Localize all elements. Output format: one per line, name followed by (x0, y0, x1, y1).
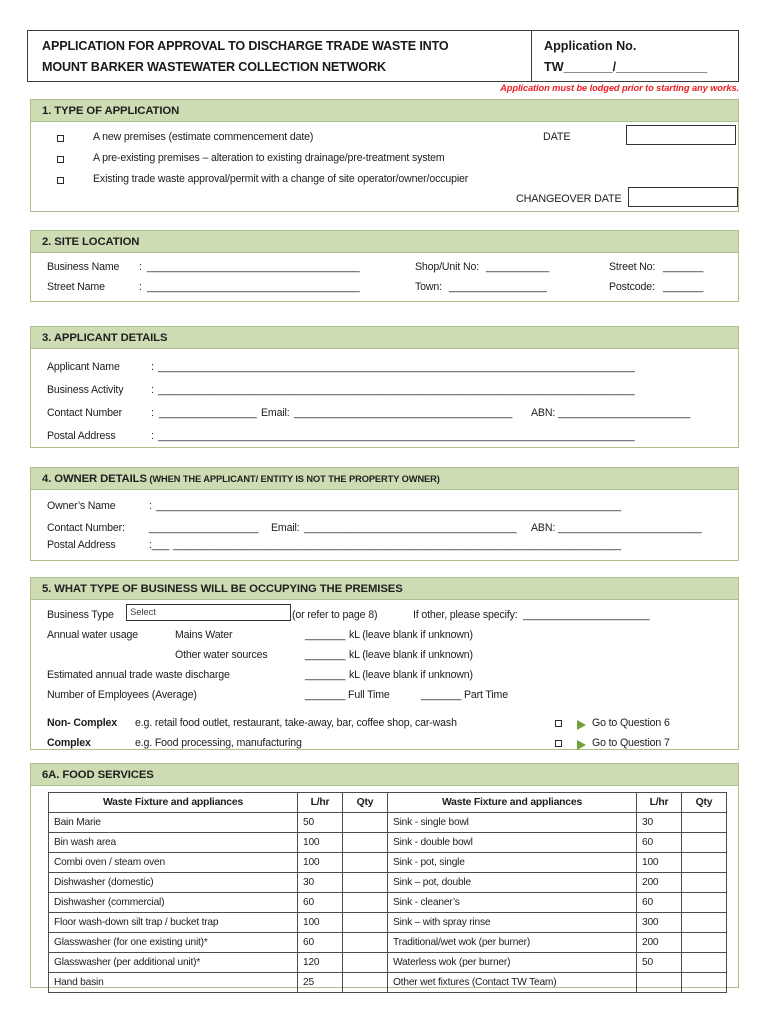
other-water-input[interactable]: _______ (305, 649, 346, 661)
section6-heading: 6A. FOOD SERVICES (31, 764, 738, 786)
discharge-input[interactable]: _______ (305, 669, 346, 681)
play-arrow-icon-complex (577, 740, 586, 750)
part-time-input[interactable]: _______ (421, 689, 462, 701)
owner-name-sep: : (149, 500, 152, 512)
section1-heading: 1. TYPE OF APPLICATION (31, 100, 738, 122)
street-name-input[interactable]: _____________________________________ (147, 281, 360, 293)
fixture-name: Glasswasher (per additional unit)* (49, 953, 298, 973)
fixture-name: Waterless wok (per burner) (388, 953, 637, 973)
form-title-line1: APPLICATION FOR APPROVAL TO DISCHARGE TRADE WASTE INTO (42, 39, 449, 53)
if-other-input[interactable]: ______________________ (523, 609, 650, 621)
owner-name-label: Owner’s Name (47, 500, 116, 512)
section4-heading (31, 468, 738, 490)
goto-question-7-link[interactable]: Go to Question 7 (592, 737, 670, 749)
section-type-of-application (30, 99, 739, 212)
section4-body (31, 490, 738, 561)
street-no-label: Street No: (609, 261, 656, 273)
fixture-lhr: 100 (298, 913, 343, 933)
section6-body (31, 786, 738, 988)
business-type-select[interactable]: Select (126, 604, 291, 621)
email-label: Email: (261, 407, 290, 419)
full-time-input[interactable]: _______ (305, 689, 346, 701)
if-other-label: If other, please specify: (413, 609, 518, 621)
table-row (49, 973, 727, 993)
fixture-lhr: 50 (298, 813, 343, 833)
discharge-unit-note: kL (leave blank if unknown) (349, 669, 473, 681)
lodgement-warning: Application must be lodged prior to starting any works. (500, 83, 739, 93)
business-name-input[interactable]: _____________________________________ (147, 261, 360, 273)
business-activity-label: Business Activity (47, 384, 124, 396)
fixture-name: Traditional/wet wok (per burner) (388, 933, 637, 953)
table-body (49, 813, 727, 993)
complex-examples: e.g. Food processing, manufacturing (135, 737, 302, 749)
section4-heading-sub: (WHEN THE APPLICANT/ ENTITY IS NOT THE PROPERTY OWNER) (146, 474, 440, 484)
fixture-lhr: 200 (637, 873, 682, 893)
fixture-lhr: 300 (637, 913, 682, 933)
non-complex-examples: e.g. retail food outlet, restaurant, take-away, bar, coffee shop, car-wash (135, 717, 457, 729)
owner-contact-number-input[interactable]: ___________________ (149, 522, 259, 534)
discharge-label: Estimated annual trade waste discharge (47, 669, 230, 681)
abn-input[interactable]: _______________________ (558, 407, 691, 419)
fixture-name: Bin wash area (49, 833, 298, 853)
table-row (49, 893, 727, 913)
fixture-name: Sink - pot, single (388, 853, 637, 873)
fixture-qty-input[interactable] (343, 833, 388, 853)
play-arrow-icon-non-complex (577, 720, 586, 730)
checkbox-existing-approval[interactable] (57, 177, 64, 184)
contact-number-label: Contact Number (47, 407, 123, 419)
goto-question-6-link[interactable]: Go to Question 6 (592, 717, 670, 729)
col-header-right-lhr: L/hr (637, 793, 682, 813)
applicant-name-sep: : (151, 361, 154, 373)
changeover-date-input[interactable] (628, 187, 738, 207)
fixture-lhr: 100 (298, 833, 343, 853)
fixture-qty-input[interactable] (343, 813, 388, 833)
fixture-name: Sink - single bowl (388, 813, 637, 833)
col-header-right-qty: Qty (682, 793, 727, 813)
street-no-input[interactable]: _______ (663, 261, 704, 273)
owner-contact-number-label: Contact Number: (47, 522, 125, 534)
col-header-left-lhr: L/hr (298, 793, 343, 813)
fixture-qty-input[interactable] (682, 893, 727, 913)
business-activity-sep: : (151, 384, 154, 396)
form-title-line2: MOUNT BARKER WASTEWATER COLLECTION NETWORK (42, 60, 386, 74)
fixture-name: Combi oven / steam oven (49, 853, 298, 873)
fixture-lhr: 30 (298, 873, 343, 893)
owner-postal-address-sep: :___ (149, 539, 170, 551)
fixture-lhr: 120 (298, 953, 343, 973)
business-type-label: Business Type (47, 609, 114, 621)
fixture-lhr: 50 (637, 953, 682, 973)
table-row (49, 813, 727, 833)
owner-postal-address-input[interactable]: ______________________________________________________________________________ (173, 539, 621, 551)
postal-address-input[interactable]: ___________________________________________________________________________________ (158, 430, 635, 442)
non-complex-label: Non- Complex (47, 717, 118, 729)
section-site-location (30, 230, 739, 302)
section-business-type (30, 577, 739, 750)
fixture-name: Floor wash-down silt trap / bucket trap (49, 913, 298, 933)
fixture-name: Glasswasher (for one existing unit)* (49, 933, 298, 953)
changeover-date-label: CHANGEOVER DATE (516, 193, 622, 205)
table-row (49, 873, 727, 893)
application-no-label: Application No. (544, 39, 637, 53)
postcode-label: Postcode: (609, 281, 655, 293)
section5-heading: 5. WHAT TYPE OF BUSINESS WILL BE OCCUPYING THE PREMISES (31, 578, 738, 600)
contact-number-input[interactable]: _________________ (159, 407, 257, 419)
checkbox-new-premises[interactable] (57, 135, 64, 142)
other-water-label: Other water sources (175, 649, 268, 661)
applicant-name-label: Applicant Name (47, 361, 120, 373)
other-water-unit-note: kL (leave blank if unknown) (349, 649, 473, 661)
checkbox-non-complex[interactable] (555, 720, 562, 727)
fixture-qty-input[interactable] (343, 853, 388, 873)
fixture-name: Sink - cleaner’s (388, 893, 637, 913)
annual-water-usage-label: Annual water usage (47, 629, 138, 641)
fixture-qty-input[interactable] (682, 853, 727, 873)
date-input[interactable] (626, 125, 736, 145)
table-row (49, 913, 727, 933)
section2-body (31, 253, 738, 302)
fixture-lhr: 30 (637, 813, 682, 833)
fixture-lhr: 25 (298, 973, 343, 993)
fixture-lhr: 60 (637, 893, 682, 913)
section5-body (31, 600, 738, 750)
fixture-name: Hand basin (49, 973, 298, 993)
section-owner-details (30, 467, 739, 561)
col-header-left-fixture: Waste Fixture and appliances (49, 793, 298, 813)
street-name-sep: : (139, 281, 142, 293)
fixture-name: Dishwasher (domestic) (49, 873, 298, 893)
date-label: DATE (543, 131, 571, 143)
postcode-input[interactable]: _______ (663, 281, 704, 293)
checkbox-complex[interactable] (555, 740, 562, 747)
business-activity-input[interactable]: ___________________________________________________________________________________ (158, 384, 635, 396)
fixture-qty-input[interactable] (682, 913, 727, 933)
mains-water-input[interactable]: _______ (305, 629, 346, 641)
fixture-lhr: 100 (637, 853, 682, 873)
section1-body (31, 122, 738, 212)
town-label: Town: (415, 281, 442, 293)
shop-unit-no-input[interactable]: ___________ (486, 261, 550, 273)
owner-abn-input[interactable]: _________________________ (558, 522, 702, 534)
postal-address-label: Postal Address (47, 430, 116, 442)
table-row (49, 853, 727, 873)
owner-email-label: Email: (271, 522, 300, 534)
email-input[interactable]: ______________________________________ (294, 407, 513, 419)
option-existing-approval: Existing trade waste approval/permit with a change of site operator/owner/occupier (93, 173, 469, 185)
fixture-lhr: 60 (298, 893, 343, 913)
checkbox-pre-existing-premises[interactable] (57, 156, 64, 163)
section2-heading: 2. SITE LOCATION (31, 231, 738, 253)
fixture-qty-input[interactable] (682, 973, 727, 993)
owner-abn-label: ABN: (531, 522, 556, 534)
food-services-table (48, 792, 727, 993)
business-name-sep: : (139, 261, 142, 273)
owner-email-input[interactable]: _____________________________________ (304, 522, 517, 534)
part-time-label: Part Time (464, 689, 508, 701)
col-header-left-qty: Qty (343, 793, 388, 813)
fixture-qty-input[interactable] (682, 953, 727, 973)
shop-unit-no-label: Shop/Unit No: (415, 261, 480, 273)
fixture-name: Bain Marie (49, 813, 298, 833)
option-pre-existing-premises: A pre-existing premises – alteration to existing drainage/pre-treatment system (93, 152, 445, 164)
town-input[interactable]: _________________ (449, 281, 547, 293)
fixture-lhr (637, 973, 682, 993)
complex-label: Complex (47, 737, 91, 749)
fixture-qty-input[interactable] (343, 873, 388, 893)
applicant-name-input[interactable]: ___________________________________________________________________________________ (158, 361, 635, 373)
full-time-label: Full Time (348, 689, 390, 701)
fixture-qty-input[interactable] (682, 933, 727, 953)
table-row (49, 833, 727, 853)
owner-postal-address-label: Postal Address (47, 539, 116, 551)
abn-label: ABN: (531, 407, 556, 419)
application-no-field[interactable]: TW_______/_____________ (544, 60, 708, 74)
postal-address-sep: : (151, 430, 154, 442)
fixture-lhr: 60 (298, 933, 343, 953)
col-header-right-fixture: Waste Fixture and appliances (388, 793, 637, 813)
table-row (49, 933, 727, 953)
fixture-name: Sink – pot, double (388, 873, 637, 893)
mains-water-unit-note: kL (leave blank if unknown) (349, 629, 473, 641)
fixture-lhr: 100 (298, 853, 343, 873)
title-box (27, 30, 739, 82)
fixture-qty-input[interactable] (682, 813, 727, 833)
table-header-row (49, 793, 727, 813)
refer-to-page-note: (or refer to page 8) (292, 609, 378, 621)
application-no-block (532, 31, 738, 81)
fixture-name: Sink - double bowl (388, 833, 637, 853)
fixture-name: Sink – with spray rinse (388, 913, 637, 933)
section-food-services (30, 763, 739, 988)
owner-name-input[interactable]: _________________________________________________________________________________ (156, 500, 622, 512)
fixture-name: Dishwasher (commercial) (49, 893, 298, 913)
fixture-qty-input[interactable] (343, 893, 388, 913)
section-applicant-details (30, 326, 739, 448)
fixture-qty-input[interactable] (682, 833, 727, 853)
employees-label: Number of Employees (Average) (47, 689, 197, 701)
contact-number-sep: : (151, 407, 154, 419)
mains-water-label: Mains Water (175, 629, 233, 641)
fixture-lhr: 200 (637, 933, 682, 953)
fixture-lhr: 60 (637, 833, 682, 853)
form-title (28, 31, 532, 81)
fixture-qty-input[interactable] (343, 933, 388, 953)
business-name-label: Business Name (47, 261, 120, 273)
fixture-qty-input[interactable] (682, 873, 727, 893)
fixture-name: Other wet fixtures (Contact TW Team) (388, 973, 637, 993)
street-name-label: Street Name (47, 281, 105, 293)
section4-heading-main: 4. OWNER DETAILS (42, 473, 147, 485)
fixture-qty-input[interactable] (343, 973, 388, 993)
section3-body (31, 349, 738, 448)
section3-heading: 3. APPLICANT DETAILS (31, 327, 738, 349)
option-new-premises: A new premises (estimate commencement date) (93, 131, 314, 143)
fixture-qty-input[interactable] (343, 953, 388, 973)
table-row (49, 953, 727, 973)
fixture-qty-input[interactable] (343, 913, 388, 933)
